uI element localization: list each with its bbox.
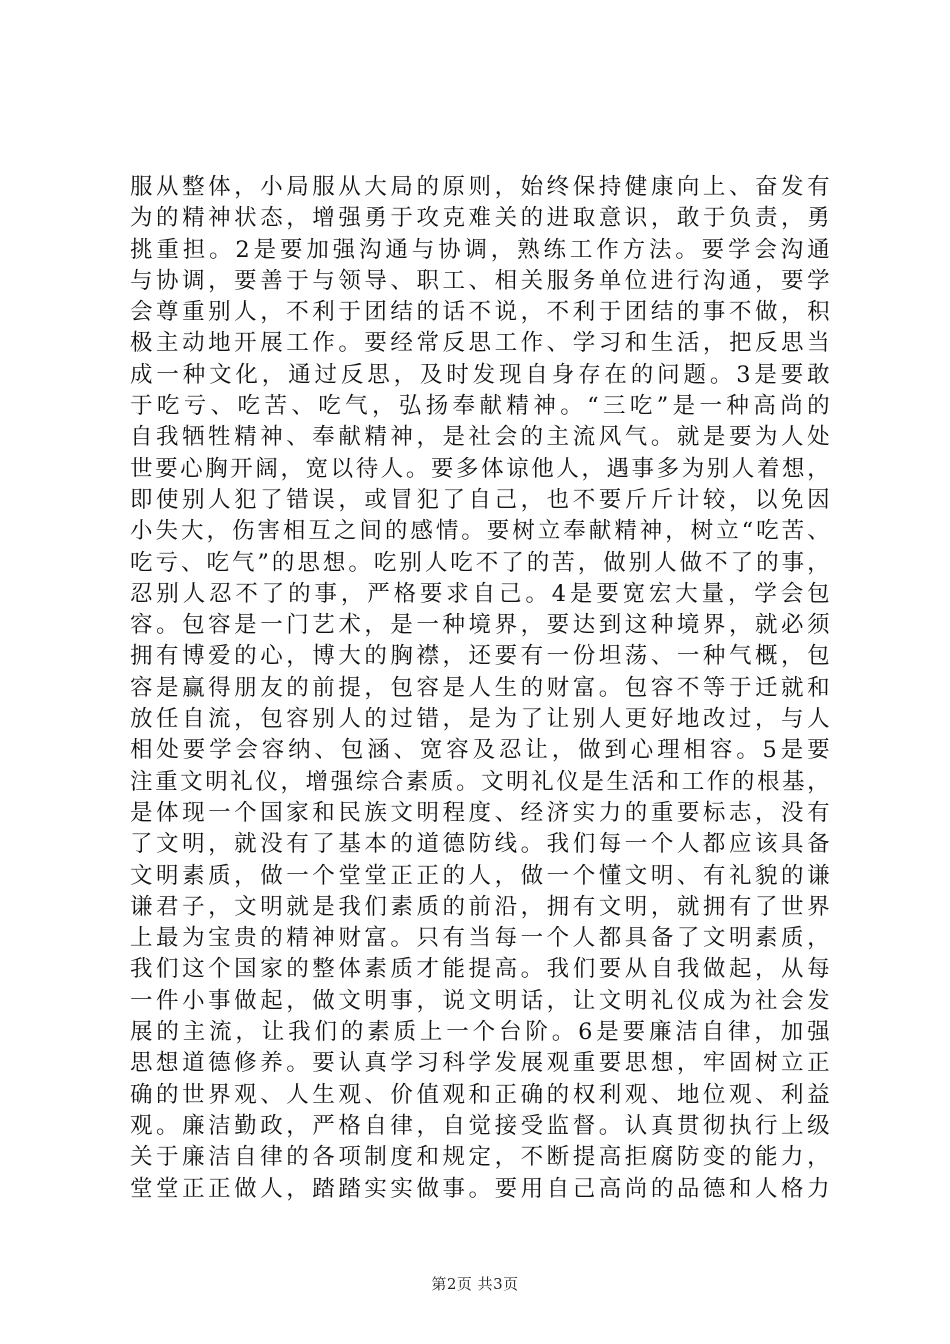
text-line: 上最为宝贵的精神财富。只有当每一个人都具备了文明素质，: [130, 925, 830, 952]
text-line: 文明素质，做一个堂堂正正的人，做一个懂文明、有礼貌的谦: [130, 862, 830, 889]
text-line: 为的精神状态，增强勇于攻克难关的进取意识，敢于负责，勇: [130, 205, 830, 232]
text-line: 展的主流，让我们的素质上一个台阶。6是要廉洁自律，加强: [130, 1019, 830, 1046]
page-number-footer: 第2页 共3页: [431, 1275, 519, 1293]
text-line: 观。廉洁勤政，严格自律，自觉接受监督。认真贯彻执行上级: [130, 1112, 830, 1139]
text-line: 一件小事做起，做文明事，说文明话，让文明礼仪成为社会发: [130, 987, 830, 1014]
text-line: 相处要学会容纳、包涵、宽容及忍让，做到心理相容。5是要: [130, 737, 830, 764]
text-line: 思想道德修养。要认真学习科学发展观重要思想，牢固树立正: [130, 1050, 830, 1077]
text-line: 即使别人犯了错误，或冒犯了自己，也不要斤斤计较，以免因: [130, 486, 830, 513]
text-line: 与协调，要善于与领导、职工、相关服务单位进行沟通，要学: [130, 267, 830, 294]
text-line: 挑重担。2是要加强沟通与协调，熟练工作方法。要学会沟通: [130, 236, 830, 263]
text-line: 服从整体，小局服从大局的原则，始终保持健康向上、奋发有: [130, 174, 830, 200]
text-line: 容。包容是一门艺术，是一种境界，要达到这种境界，就必须: [130, 612, 830, 639]
body-text: [130, 172, 830, 1205]
text-line: 忍别人忍不了的事，严格要求自己。4是要宽宏大量，学会包: [130, 580, 830, 607]
text-line: 谦君子，文明就是我们素质的前沿，拥有文明，就拥有了世界: [130, 893, 830, 920]
text-line: 自我牺牲精神、奉献精神，是社会的主流风气。就是要为人处: [130, 424, 830, 451]
text-line: 是体现一个国家和民族文明程度、经济实力的重要标志，没有: [130, 799, 830, 826]
text-line: 成一种文化，通过反思，及时发现自身存在的问题。3是要敢: [130, 361, 830, 388]
text-line: 会尊重别人，不利于团结的话不说，不利于团结的事不做，积: [130, 299, 830, 326]
text-line: 堂堂正正做人，踏踏实实做事。要用自己高尚的品德和人格力: [130, 1175, 830, 1202]
text-line: 了文明，就没有了基本的道德防线。我们每一个人都应该具备: [130, 831, 830, 858]
text-line: 容是赢得朋友的前提，包容是人生的财富。包容不等于迁就和: [130, 674, 830, 701]
text-line: 确的世界观、人生观、价值观和正确的权利观、地位观、利益: [130, 1081, 830, 1108]
text-line: 拥有博爱的心，博大的胸襟，还要有一份坦荡、一种气概，包: [130, 643, 830, 670]
text-line: 我们这个国家的整体素质才能提高。我们要从自我做起，从每: [130, 956, 830, 983]
text-line: 吃亏、吃气”的思想。吃别人吃不了的苦，做别人做不了的事，: [130, 549, 830, 576]
text-line: 关于廉洁自律的各项制度和规定，不断提高拒腐防变的能力，: [130, 1144, 830, 1171]
text-line: 世要心胸开阔，宽以待人。要多体谅他人，遇事多为别人着想，: [130, 455, 830, 482]
text-line: 于吃亏、吃苦、吃气，弘扬奉献精神。“三吃”是一种高尚的: [130, 393, 830, 420]
text-line: 极主动地开展工作。要经常反思工作、学习和生活，把反思当: [130, 330, 830, 357]
text-line: 放任自流，包容别人的过错，是为了让别人更好地改过，与人: [130, 706, 830, 733]
text-line: 注重文明礼仪，增强综合素质。文明礼仪是生活和工作的根基，: [130, 768, 830, 795]
text-line: 小失大，伤害相互之间的感情。要树立奉献精神，树立“吃苦、: [130, 518, 830, 545]
